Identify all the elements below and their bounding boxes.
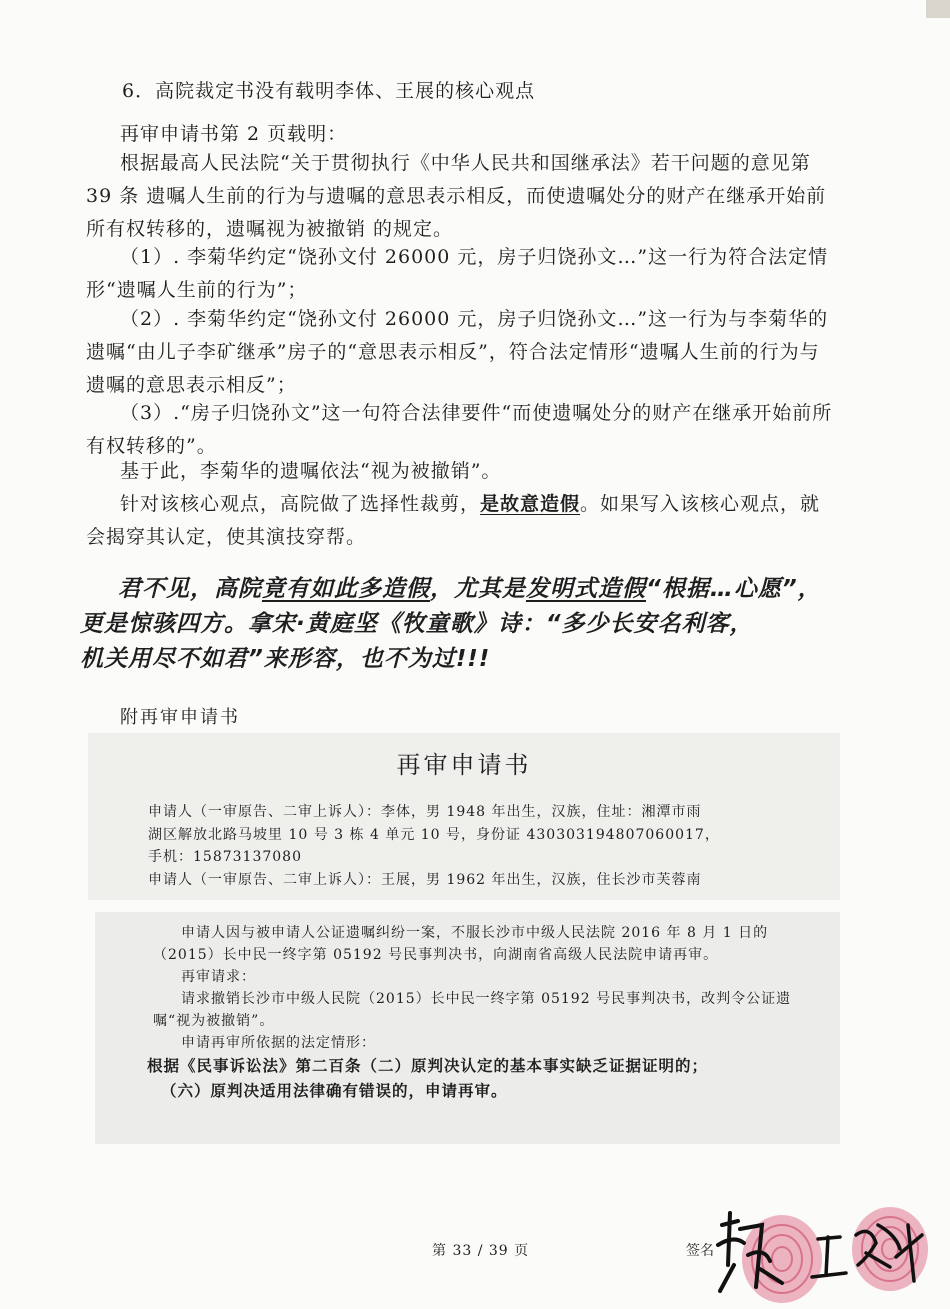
emphasis-underlined: 竟有如此多造假 [262,576,430,602]
emphasis-line-3: 机关用尽不如君”来形容，也不为过!!! [80,646,491,672]
core-view-underlined: 是故意造假 [480,493,581,515]
applicant-line: 申请人（一审原告、二审上诉人）：李体，男 1948 年出生，汉族，住址：湘潭市雨 [148,804,702,820]
emphasis-text: 君不见，高院 [118,576,262,602]
attachment-label: 附再审申请书 [120,707,240,728]
page-number: 第 33 / 39 页 [432,1243,530,1259]
section-heading: 6．高院裁定书没有载明李体、王展的核心观点 [122,80,536,102]
emphasis-line-1 [80,572,850,607]
paragraph-point-2: （2）. 李菊华约定“饶孙文付 26000 元，房子归饶孙文…”这一行为与李菊华的遗嘱“由儿子李矿继承”房子的“意思表示相反”，符合法定情形“遗嘱人生前的行为与遗嘱的意思表示相反”； [86,308,829,396]
request-paragraph: 请求撤销长沙市中级人民院（2015）长中民一终字第 05192 号民事判决书，改判令公证遗嘱“视为被撤销”。 [153,991,792,1029]
request-label: 再审请求： [181,969,256,985]
emphasis-underlined: 发明式造假 [526,576,646,602]
signature-area [700,1195,940,1309]
appendix-applicants-body [148,801,788,891]
paragraph-conclusion: 基于此，李菊华的遗嘱依法“视为被撤销”。 [120,460,502,482]
appendix-box-request [95,912,840,1144]
paragraph-core-view [86,488,838,554]
request-legal-ground: （六）原判决适用法律确有错误的，申请再审。 [161,1082,508,1100]
request-paragraph: 申请人因与被申请人公证遗嘱纠纷一案，不服长沙市中级人民法院 2016 年 8 月 1 日的（2015）长中民一终字第 05192 号民事判决书，向湖南省高级人民法院申请再审。 [153,925,769,963]
core-view-text-c: 。如果写入该核心观点，就会揭穿其认定，使其演技穿帮。 [86,493,821,548]
fingerprint-icon [852,1207,928,1291]
emphasis-block [80,572,850,677]
appendix-request-body [147,922,809,1104]
applicant-line: 申请人（一审原告、二审上诉人）：王展，男 1962 年出生，汉族，住长沙市芙蓉南 [148,871,702,888]
request-legal-ground: 根据《民事诉讼法》第二百条（二）原判决认定的基本事实缺乏证据证明的； [147,1057,709,1075]
appendix-box-applicants [88,733,840,900]
applicant-line: 湖区解放北路马坡里 10 号 3 栋 4 单元 10 号，身份证 430303194807060017， [148,826,720,843]
intro-paragraph: 再审申请书第 2 页载明： [120,123,348,145]
paragraph-legal-basis: 根据最高人民法院“关于贯彻执行《中华人民共和国继承法》若干问题的意见第 39 条 遗嘱人生前的行为与遗嘱的意思表示相反，而使遗嘱处分的财产在继承开始前所有权转移的，遗嘱视为被撤销 的规定。 [86,152,827,240]
emphasis-text: “根据…心愿”， [646,576,822,602]
applicant-line: 手机：15873137080 [148,849,302,865]
paragraph-point-1: （1）. 李菊华约定“饶孙文付 26000 元，房子归饶孙文…”这一行为符合法定情形“遗嘱人生前的行为”； [86,246,829,301]
appendix-title: 再审申请书 [396,751,532,779]
scan-edge-mark [926,0,950,18]
signature-icon [700,1195,940,1305]
emphasis-line-2: 更是惊骇四方。拿宋·黄庭坚《牧童歌》诗：“多少长安名利客， [80,611,754,637]
signature-label: 签名 [686,1243,714,1259]
core-view-text-a: 针对该核心观点，高院做了选择性裁剪， [120,493,481,515]
paragraph-point-3: （3）.“房子归饶孙文”这一句符合法律要件“而使遗嘱处分的财产在继承开始前所有权转移的”。 [86,402,833,457]
request-label: 申请再审所依据的法定情形： [181,1035,376,1051]
emphasis-text: ，尤其是 [430,576,526,602]
